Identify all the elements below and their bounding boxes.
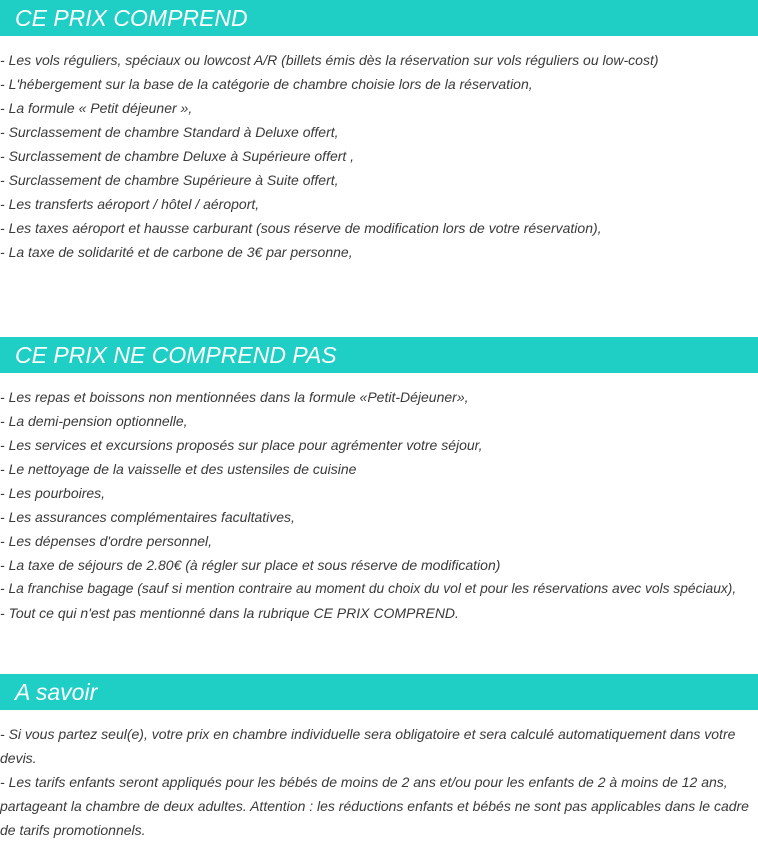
excluded-list (0, 373, 758, 625)
list-item: - La taxe de séjours de 2.80€ (à régler sur place et sous réserve de modification) (0, 553, 758, 577)
list-item: - Si vous partez seul(e), votre prix en chambre individuelle sera obligatoire et sera calculé automatiquement dans votre devis. (0, 722, 758, 770)
list-item: - Les taxes aéroport et hausse carburant (sous réserve de modification lors de votre réservation), (0, 216, 758, 240)
list-item: - Les services et excursions proposés sur place pour agrémenter votre séjour, (0, 433, 758, 457)
list-item: - Les repas et boissons non mentionnées dans la formule «Petit-Déjeuner», (0, 385, 758, 409)
section-included (0, 0, 758, 264)
section-excluded (0, 337, 758, 625)
list-item: - L'hébergement sur la base de la catégorie de chambre choisie lors de la réservation, (0, 72, 758, 96)
info-list (0, 710, 758, 842)
list-item: - La taxe de solidarité et de carbone de 3€ par personne, (0, 240, 758, 264)
list-item: - Les vols réguliers, spéciaux ou lowcost A/R (billets émis dès la réservation sur vols réguliers ou low-cost) (0, 48, 758, 72)
list-item: - Surclassement de chambre Deluxe à Supérieure offert , (0, 144, 758, 168)
list-item: - Les transferts aéroport / hôtel / aéroport, (0, 192, 758, 216)
section-title-excluded: CE PRIX NE COMPREND PAS (0, 337, 758, 373)
list-item: - Les tarifs enfants seront appliqués pour les bébés de moins de 2 ans et/ou pour les enfants de 2 à moins de 12 ans, partageant la chambre de deux adultes. Attention : les réductions enfants et bébés ne sont pas applicables dans le cadre de tarifs promotionnels. (0, 770, 758, 842)
list-item: - Les assurances complémentaires facultatives, (0, 505, 758, 529)
included-list (0, 36, 758, 264)
section-title-info: A savoir (0, 674, 758, 710)
section-title-included: CE PRIX COMPREND (0, 0, 758, 36)
section-info (0, 674, 758, 842)
list-item: - Tout ce qui n'est pas mentionné dans la rubrique CE PRIX COMPREND. (0, 601, 758, 625)
list-item: - Les pourboires, (0, 481, 758, 505)
list-item: - Les dépenses d'ordre personnel, (0, 529, 758, 553)
list-item: - Surclassement de chambre Standard à Deluxe offert, (0, 120, 758, 144)
list-item: - La formule « Petit déjeuner », (0, 96, 758, 120)
list-item: - La demi-pension optionnelle, (0, 409, 758, 433)
list-item: - La franchise bagage (sauf si mention contraire au moment du choix du vol et pour les réservations avec vols spéciaux), (0, 577, 758, 601)
list-item: - Surclassement de chambre Supérieure à Suite offert, (0, 168, 758, 192)
list-item: - Le nettoyage de la vaisselle et des ustensiles de cuisine (0, 457, 758, 481)
